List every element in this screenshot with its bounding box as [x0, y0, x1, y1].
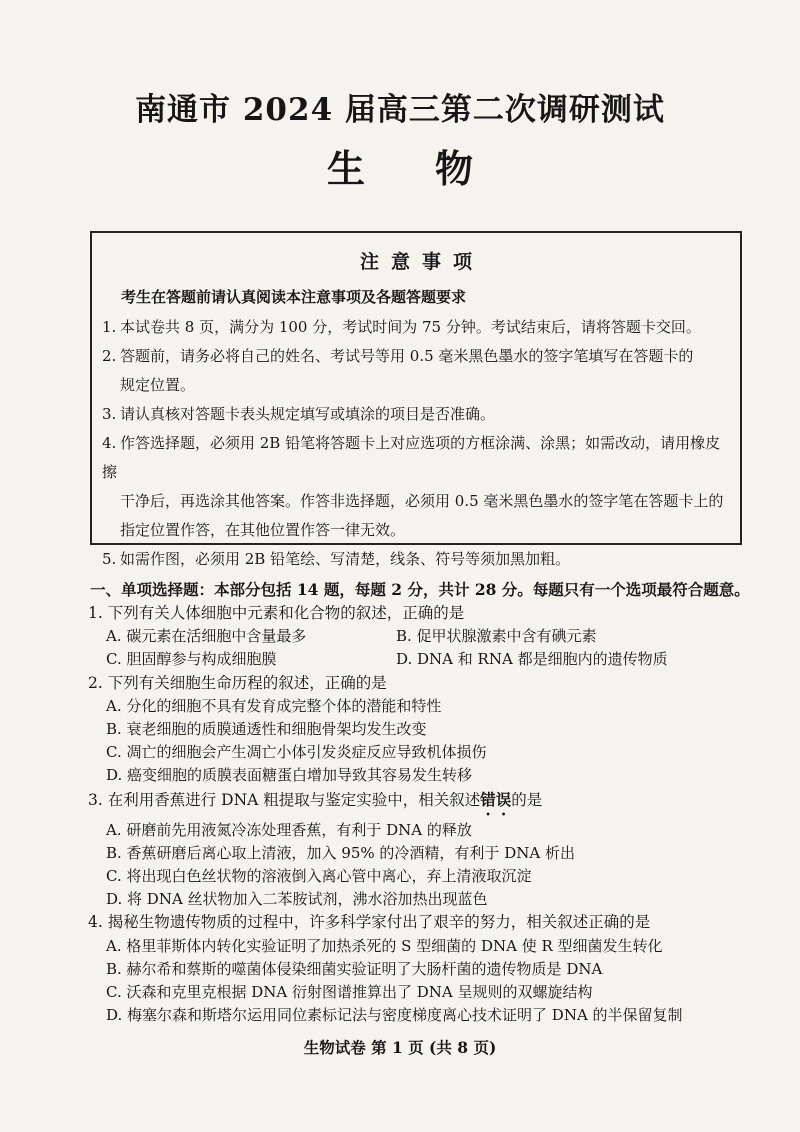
subject-title: 生物 [326, 146, 543, 191]
notice-item-number: 1. [102, 318, 117, 336]
notice-item-number: 5. [102, 550, 117, 568]
notice-title: 注意事项 [359, 251, 484, 273]
option-d: D. DNA 和 RNA 都是细胞内的遗传物质 [396, 650, 668, 669]
notice-item-text: 答题前，请务必将自己的姓名、考试号等用 0.5 毫米黑色墨水的签字笔填写在答题卡的 [120, 347, 694, 365]
option-b: B. 衰老细胞的质膜通透性和细胞骨架均发生改变 [106, 720, 427, 739]
question-stem: 4. 揭秘生物遗传物质的过程中，许多科学家付出了艰辛的努力，相关叙述正确的是 [88, 913, 651, 932]
option-a: A. 碳元素在活细胞中含量最多 [106, 627, 307, 646]
question-stem-text: 的是 [511, 790, 543, 809]
question-stem-emphasis: 错误 [480, 789, 512, 809]
question-stem: 2. 下列有关细胞生命历程的叙述，正确的是 [88, 673, 387, 692]
option-b: B. 香蕉研磨后离心取上清液，加入 95% 的冷酒精，有利于 DNA 析出 [106, 843, 575, 862]
option-c: C. 沃森和克里克根据 DNA 衍射图谱推算出了 DNA 呈规则的双螺旋结构 [106, 983, 593, 1002]
notice-item-text: 作答选择题，必须用 2B 铅笔将答题卡上对应选项的方框涂满、涂黑；如需改动，请用橡皮擦 [102, 434, 721, 481]
notice-item [102, 313, 732, 342]
option-a: A. 研磨前先用液氮冷冻处理香蕉，有利于 DNA 的释放 [106, 820, 472, 839]
question-stem-text: 3. 在利用香蕉进行 DNA 粗提取与鉴定实验中，相关叙述 [88, 790, 481, 809]
notice-item-text: 如需作图，必须用 2B 铅笔绘、写清楚，线条、符号等须加黑加粗。 [120, 550, 571, 568]
notice-item-number: 3. [102, 405, 117, 423]
notice-intro: 考生在答题前请认真阅读本注意事项及各题答题要求 [121, 288, 467, 306]
option-a: A. 格里菲斯体内转化实验证明了加热杀死的 S 型细菌的 DNA 使 R 型细菌发生转化 [106, 936, 663, 955]
question-stem [88, 788, 748, 819]
question-list [88, 602, 748, 1027]
question-4 [88, 911, 748, 1027]
page-footer: 生物试卷 第 1 页 (共 8 页) [303, 1038, 497, 1057]
question-3 [88, 788, 748, 912]
question-1 [88, 602, 748, 672]
notice-item [102, 429, 732, 545]
question-2 [88, 672, 748, 788]
notice-item [102, 400, 732, 429]
notice-item-text: 指定位置作答，在其他位置作答一律无效。 [120, 521, 406, 539]
option-b: B. 赫尔希和蔡斯的噬菌体侵染细菌实验证明了大肠杆菌的遗传物质是 DNA [106, 959, 603, 978]
notice-item-number: 4. [102, 434, 117, 452]
option-c: C. 胆固醇参与构成细胞膜 [106, 650, 277, 669]
notice-item [102, 545, 732, 574]
notice-item-text: 干净后，再选涂其他答案。作答非选择题，必须用 0.5 毫米黑色墨水的签字笔在答题卡上的 [120, 492, 724, 510]
option-d: D. 癌变细胞的质膜表面糖蛋白增加导致其容易发生转移 [106, 766, 473, 785]
option-b: B. 促甲状腺激素中含有碘元素 [396, 627, 597, 646]
option-d: D. 梅塞尔森和斯塔尔运用同位素标记法与密度梯度离心技术证明了 DNA 的半保留复制 [106, 1006, 683, 1025]
notice-item-number: 2. [102, 347, 117, 365]
notice-item-text: 本试卷共 8 页，满分为 100 分，考试时间为 75 分钟。考试结束后，请将答题卡交回。 [120, 318, 701, 336]
notice-item [102, 342, 732, 400]
section-heading: 一、单项选择题：本部分包括 14 题，每题 2 分，共计 28 分。每题只有一个选项最符合题意。 [90, 580, 750, 599]
option-c: C. 凋亡的细胞会产生凋亡小体引发炎症反应导致机体损伤 [106, 743, 487, 762]
notice-item-text: 规定位置。 [120, 376, 196, 394]
option-d: D. 将 DNA 丝状物加入二苯胺试剂，沸水浴加热出现蓝色 [106, 890, 488, 909]
notice-box [90, 231, 742, 568]
notice-list [102, 313, 732, 574]
notice-item-text: 请认真核对答题卡表头规定填写或填涂的项目是否准确。 [120, 405, 496, 423]
option-c: C. 将出现白色丝状物的溶液倒入离心管中离心，弃上清液取沉淀 [106, 867, 532, 886]
question-stem: 1. 下列有关人体细胞中元素和化合物的叙述，正确的是 [88, 604, 465, 622]
exam-title: 南通市 2024 届高三第二次调研测试 [135, 92, 665, 128]
option-a: A. 分化的细胞不具有发育成完整个体的潜能和特性 [106, 696, 442, 715]
